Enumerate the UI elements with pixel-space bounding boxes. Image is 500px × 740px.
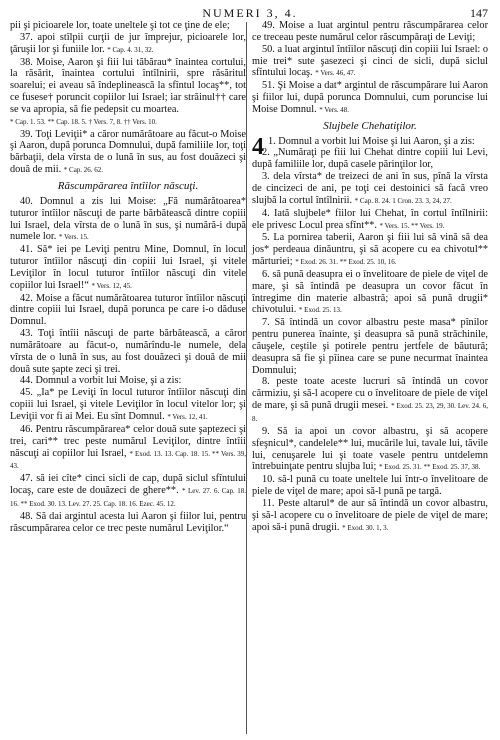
verse-37 <box>10 32 246 57</box>
right-column <box>252 20 488 534</box>
verse-4-8 <box>252 376 488 425</box>
verse-4-4 <box>252 208 488 233</box>
cross-reference: * Vers. 12, 41. <box>167 413 208 421</box>
verse-text: 38. Moise, Aaron şi fiii lui tăbărau* înaintea cortului, la răsărit, înaintea cortului întîlnirii, spre răsăritul soarelui; ei aveau să îndeplinească la sfîntul locaş**, tot ce fusese† poruncit copiilor lui Israel; iar străinul†† care se va apropia, să fie pedepsit cu moartea. <box>10 56 246 115</box>
verse-49: 49. Moise a luat argintul pentru răscumpărarea celor ce treceau peste numărul celor răscumpăraţi de Leviţi; <box>252 20 488 43</box>
running-title: NUMERI 3, 4. <box>202 6 298 20</box>
cross-reference: * Exod. 26. 31. ** Exod. 25. 10, 16. <box>295 258 397 267</box>
verse-4-5 <box>252 232 488 269</box>
cross-reference: * Cap. 4. 31, 32. <box>107 45 154 54</box>
cross-reference: * Exod. 30. 1, 3. <box>342 523 389 532</box>
verse-4-11 <box>252 498 488 535</box>
verse-48: 48. Să dai argintul acesta lui Aaron şi fiilor lui, pentru răscumpărarea celor ce trec peste numărul Leviţilor.“ <box>10 510 246 534</box>
verse-4-3 <box>252 171 488 208</box>
cross-reference: * Exod. 13. 13. Cap. 18. 15. ** Vers. 39, 43. <box>10 449 247 471</box>
verse-41 <box>10 244 246 292</box>
verse-4-6 <box>252 269 488 317</box>
verse-text: 11. Peste altarul* de aur să întindă un covor albastru, şi să-l acopere cu o învelitoare de piele de viţel de mare; apoi să-i pună drugii. <box>252 497 488 533</box>
verse-text: 51. Şi Moise a dat* argintul de răscumpărare lui Aaron şi fiilor lui, după porunca Domnului, cum poruncise lui Moise Domnul. <box>252 80 488 115</box>
verse-42: 42. Moise a făcut numărătoarea tuturor întîilor născuţi dintre copiii lui Israel, după porunca pe care i-o dăduse Domnul. <box>10 292 246 328</box>
cross-reference: * Cap. 26. 62. <box>63 166 104 175</box>
verse-text: 40. Domnul a zis lui Moise: „Fă numărătoarea* tuturor întîilor născuţi de parte bărbătească dintre copiii lui Israel, dela vîrsta de o lună în sus, şi numără-i după numele lor. <box>10 195 246 243</box>
verse-51 <box>252 80 488 117</box>
cross-reference: * Vers. 48. <box>319 105 350 114</box>
verse-4-1: 1. Domnul a vorbit lui Moise şi lui Aaron, şi a zis: <box>268 135 475 147</box>
cross-reference: * Vers. 46, 47. <box>315 69 356 78</box>
cross-reference: * Exod. 25. 31. ** Exod. 25. 37, 38. <box>378 463 481 472</box>
verse-text: 5. La pornirea taberii, Aaron şi fiii lui să vină să dea jos* perdeaua dinăuntru, şi să acopere cu ea chivotul** mărturiei; <box>252 232 488 268</box>
verse-text: 4. Iată slujbele* fiilor lui Chehat, în cortul întîlnirii: ele privesc Locul prea sfînt**. <box>252 207 488 231</box>
verse-text: 46. Pentru răscumpărarea* celor două sute şaptezeci şi trei, cari** trec peste numărul Leviţilor, dintre întîii născuţi ai copiilor lui Israel, <box>10 423 246 459</box>
verse-4-2: 2. „Număraţi pe fiii lui Chehat dintre copiii lui Levi, după familiile lor, după casele părinţilor lor, <box>252 147 488 171</box>
verse-text: 41. Să* iei pe Leviţi pentru Mine, Domnul, în locul tuturor întîilor născuţi din copiii lui Israel, şi vitele Leviţilor în locul tuturor întîilor născuţi din vitele copiilor lui Israel!“ <box>10 244 246 291</box>
verse-4-10: 10. să-l pună cu toate uneltele lui într-o învelitoare de piele de viţel de mare; apoi să-l pună pe targă. <box>252 474 488 498</box>
verse-39 <box>10 129 246 177</box>
column-divider <box>246 22 247 734</box>
verse-4-9 <box>252 426 488 474</box>
verse-text: 3. dela vîrsta* de treizeci de ani în sus, pînă la vîrsta de cincizeci de ani, pe toţi cei destoinici să facă vreo slujbă la cortul întîlnirii. <box>252 171 488 206</box>
verse-text: 8. peste toate aceste lucruri să întindă un covor cărmiziu, şi să-l acopere cu o învelitoare de piele de viţel de mare, şi să pună drugii mesei. <box>252 376 488 412</box>
verse-text: 47. să iei cîte* cinci sicli de cap, după siclul sfîntului locaş, care este de douăzeci de ghere**. <box>10 473 246 497</box>
section-heading: Răscumpărarea întîilor născuţi. <box>57 179 199 192</box>
cross-reference: * Vers. 15. <box>58 233 89 242</box>
verse-46 <box>10 424 246 473</box>
cross-reference: * Vers. 12, 45. <box>91 281 132 290</box>
cross-reference: * Exod. 25. 23, 29, 30. Lev. 24. 6, 8. <box>252 402 488 423</box>
verse-text: 37. apoi stîlpii curţii de jur împrejur, picioarele lor, ţăruşii lor şi funiile lor. <box>10 31 246 55</box>
cross-reference: * Vers. 15. ** Vers. 19. <box>379 221 445 230</box>
verse-50 <box>252 44 488 81</box>
cross-reference: * Lev. 27. 6. Cap. 18. 16. ** Exod. 30. 13. Lev. 27. 25. Cap. 18. 16. Ezec. 45. 12. <box>10 487 246 508</box>
verse-40 <box>10 196 246 244</box>
verse-38 <box>10 57 246 116</box>
verse-36-end: pii şi picioarele lor, toate uneltele şi tot ce ţine de ele; <box>10 20 230 31</box>
verse-43: 43. Toţi întîii născuţi de parte bărbătească, a căror numărătoare au făcut-o, numărîndu-le numele, dela vîrsta de o lună în sus, au fost douăzeci şi două de mii două sute şapte zeci şi trei. <box>10 328 246 375</box>
left-column <box>10 20 246 534</box>
cross-reference: * Cap. 1. 53. ** Cap. 18. 5. † Vers. 7, 8. †† Vers. 10. <box>10 117 157 126</box>
verse-4-7: 7. Să întindă un covor albastru peste masa* pînilor pentru punerea înainte, şi deasupra să pună străchinile, căuşele, ceştile şi potirele pentru jertfele de băutură; deasupra să fie şi pîinea care se pune necurmat înaintea Domnului; <box>252 317 488 376</box>
cross-reference-line <box>10 116 246 129</box>
page-number: 147 <box>470 6 488 20</box>
verse-text: 9. Să ia apoi un covor albastru, şi să acopere sfeşnicul*, candelele** lui, mucările lui, tavale lui, tăvile lui, cenuşarele lui şi toate vasele pentru untdelemn întrebuinţate pentru slujba lui; <box>252 425 488 473</box>
verse-44: 44. Domnul a vorbit lui Moise, şi a zis: <box>20 375 182 387</box>
cross-reference: * Cap. 8. 24. 1 Cron. 23. 3, 24, 27. <box>354 196 452 205</box>
verse-text: 50. a luat argintul întîilor născuţi din copiii lui Israel: o mie trei* sute şasezeci şi cinci de sicli, după siclul sfîntului locaş. <box>252 43 489 79</box>
verse-text: 6. să pună deasupra ei o învelitoare de piele de viţel de mare, şi să întindă pe deasupra un covor făcut în întregime din materie albastră; apoi să pună drugii* chivotului. <box>252 268 488 316</box>
verse-45 <box>10 387 246 424</box>
verse-47 <box>10 473 246 511</box>
chapter-number: 4 <box>252 133 264 160</box>
verse-text: 45. „Ia* pe Leviţi în locul tuturor întîilor născuţi din copiii lui Israel, şi vitele Leviţilor în locul vitelor lor; şi Leviţii vor fi ai Mei. Eu sînt Domnul. <box>10 387 246 422</box>
section-heading: Slujbele Chehatiţilor. <box>323 119 417 132</box>
verse-text: 39. Toţi Leviţii* a căror numărătoare au făcut-o Moise şi Aaron, după porunca Domnului, după familiile lor, toţi bărbaţii, dela vîrsta de o lună în sus, au fost douăzeci şi două de mii. <box>10 128 246 176</box>
cross-reference: * Exod. 25. 13. <box>298 306 342 315</box>
